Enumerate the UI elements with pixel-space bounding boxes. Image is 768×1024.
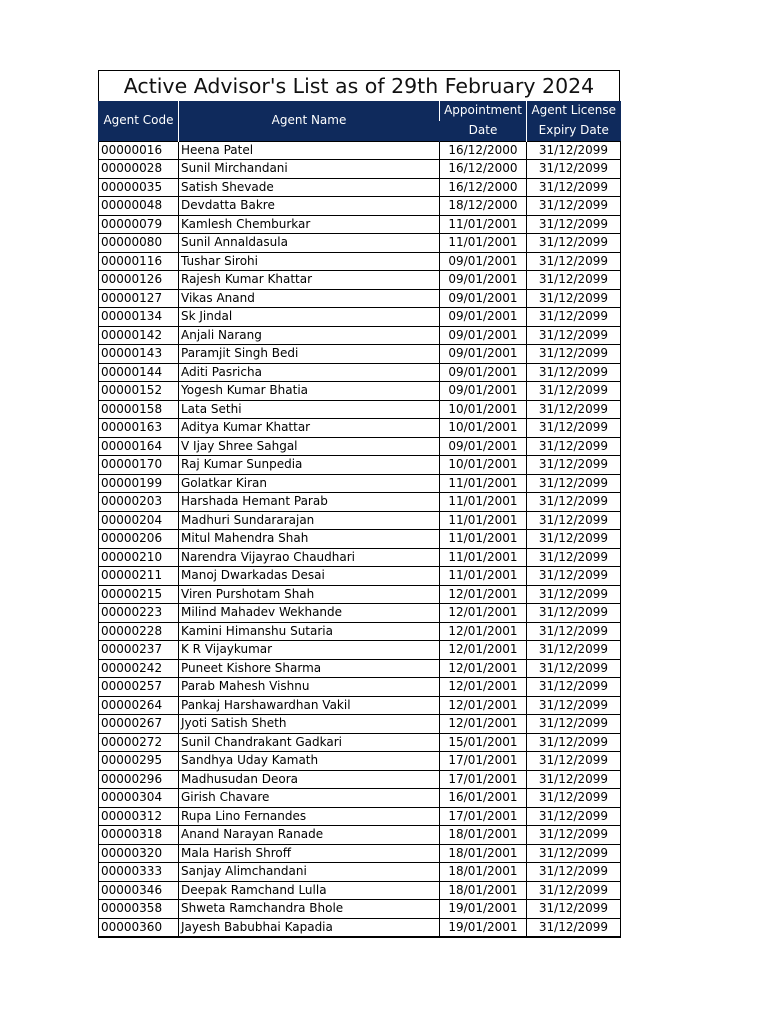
appointment-date-cell: 16/12/2000 [440,160,527,179]
agent-code-cell: 00000360 [99,918,179,937]
table-row [99,789,621,808]
appointment-date-cell: 12/01/2001 [440,715,527,734]
agent-name-cell: Yogesh Kumar Bhatia [179,382,440,401]
table-row [99,419,621,438]
agent-code-cell: 00000312 [99,807,179,826]
agent-code-cell: 00000134 [99,308,179,327]
agent-name-cell: Sandhya Uday Kamath [179,752,440,771]
agent-name-cell: Milind Mahadev Wekhande [179,604,440,623]
agent-name-cell: Sunil Chandrakant Gadkari [179,733,440,752]
table-row [99,400,621,419]
license-expiry-cell: 31/12/2099 [527,622,621,641]
license-expiry-cell: 31/12/2099 [527,585,621,604]
appointment-date-cell: 10/01/2001 [440,419,527,438]
agent-code-cell: 00000028 [99,160,179,179]
agent-code-cell: 00000163 [99,419,179,438]
license-expiry-cell: 31/12/2099 [527,881,621,900]
agent-name-cell: Sunil Mirchandani [179,160,440,179]
table-row [99,289,621,308]
agent-name-cell: Sanjay Alimchandani [179,863,440,882]
advisor-list-sheet [98,70,620,938]
license-expiry-cell: 31/12/2099 [527,419,621,438]
table-row [99,326,621,345]
agent-code-cell: 00000127 [99,289,179,308]
table-row [99,456,621,475]
table-row [99,807,621,826]
license-expiry-cell: 31/12/2099 [527,826,621,845]
header-appointment-line2: Date [440,121,527,141]
table-row [99,215,621,234]
table-row [99,234,621,253]
table-row [99,474,621,493]
agent-code-cell: 00000206 [99,530,179,549]
agent-name-cell: Narendra Vijayrao Chaudhari [179,548,440,567]
agent-name-cell: Sunil Annaldasula [179,234,440,253]
agent-name-cell: Kamlesh Chemburkar [179,215,440,234]
appointment-date-cell: 11/01/2001 [440,548,527,567]
agent-name-cell: Aditi Pasricha [179,363,440,382]
agent-name-cell: Anand Narayan Ranade [179,826,440,845]
agent-name-cell: Paramjit Singh Bedi [179,345,440,364]
header-appointment-line1: Appointment [440,101,527,121]
license-expiry-cell: 31/12/2099 [527,678,621,697]
appointment-date-cell: 11/01/2001 [440,234,527,253]
table-row [99,770,621,789]
table-row [99,678,621,697]
agent-name-cell: Tushar Sirohi [179,252,440,271]
license-expiry-cell: 31/12/2099 [527,770,621,789]
license-expiry-cell: 31/12/2099 [527,141,621,160]
table-row [99,881,621,900]
table-row [99,844,621,863]
agent-code-cell: 00000152 [99,382,179,401]
appointment-date-cell: 17/01/2001 [440,807,527,826]
table-row [99,585,621,604]
appointment-date-cell: 09/01/2001 [440,437,527,456]
appointment-date-cell: 18/01/2001 [440,844,527,863]
license-expiry-cell: 31/12/2099 [527,215,621,234]
agent-name-cell: Aditya Kumar Khattar [179,419,440,438]
license-expiry-cell: 31/12/2099 [527,789,621,808]
table-row [99,863,621,882]
table-row [99,437,621,456]
agent-name-cell: Shweta Ramchandra Bhole [179,900,440,919]
license-expiry-cell: 31/12/2099 [527,437,621,456]
agent-name-cell: Rajesh Kumar Khattar [179,271,440,290]
table-row [99,918,621,937]
appointment-date-cell: 10/01/2001 [440,456,527,475]
table-row [99,659,621,678]
appointment-date-cell: 11/01/2001 [440,474,527,493]
appointment-date-cell: 09/01/2001 [440,252,527,271]
agent-name-cell: Kamini Himanshu Sutaria [179,622,440,641]
appointment-date-cell: 11/01/2001 [440,530,527,549]
header-license-line2: Expiry Date [527,121,621,141]
table-row [99,252,621,271]
appointment-date-cell: 18/01/2001 [440,826,527,845]
table-row [99,197,621,216]
license-expiry-cell: 31/12/2099 [527,456,621,475]
license-expiry-cell: 31/12/2099 [527,160,621,179]
agent-code-cell: 00000358 [99,900,179,919]
agent-code-cell: 00000333 [99,863,179,882]
appointment-date-cell: 18/12/2000 [440,197,527,216]
table-row [99,530,621,549]
table-row [99,345,621,364]
agent-code-cell: 00000215 [99,585,179,604]
appointment-date-cell: 17/01/2001 [440,770,527,789]
table-row [99,493,621,512]
table-row [99,604,621,623]
license-expiry-cell: 31/12/2099 [527,659,621,678]
advisor-table [98,101,621,938]
agent-code-cell: 00000295 [99,752,179,771]
license-expiry-cell: 31/12/2099 [527,345,621,364]
license-expiry-cell: 31/12/2099 [527,252,621,271]
agent-name-cell: Deepak Ramchand Lulla [179,881,440,900]
agent-code-cell: 00000304 [99,789,179,808]
page-title: Active Advisor's List as of 29th February 2024 [98,70,620,101]
agent-code-cell: 00000203 [99,493,179,512]
table-row [99,900,621,919]
agent-name-cell: K R Vijaykumar [179,641,440,660]
license-expiry-cell: 31/12/2099 [527,474,621,493]
agent-name-cell: Anjali Narang [179,326,440,345]
appointment-date-cell: 12/01/2001 [440,696,527,715]
license-expiry-cell: 31/12/2099 [527,918,621,937]
agent-code-cell: 00000164 [99,437,179,456]
agent-name-cell: Raj Kumar Sunpedia [179,456,440,475]
agent-name-cell: Lata Sethi [179,400,440,419]
table-row [99,160,621,179]
agent-name-cell: Madhusudan Deora [179,770,440,789]
license-expiry-cell: 31/12/2099 [527,178,621,197]
appointment-date-cell: 09/01/2001 [440,345,527,364]
agent-code-cell: 00000267 [99,715,179,734]
table-row [99,696,621,715]
agent-name-cell: Manoj Dwarkadas Desai [179,567,440,586]
agent-name-cell: Madhuri Sundararajan [179,511,440,530]
license-expiry-cell: 31/12/2099 [527,844,621,863]
agent-code-cell: 00000228 [99,622,179,641]
agent-code-cell: 00000346 [99,881,179,900]
table-row [99,715,621,734]
license-expiry-cell: 31/12/2099 [527,289,621,308]
agent-name-cell: Parab Mahesh Vishnu [179,678,440,697]
table-row [99,308,621,327]
table-row [99,511,621,530]
agent-name-cell: Mala Harish Shroff [179,844,440,863]
license-expiry-cell: 31/12/2099 [527,863,621,882]
agent-code-cell: 00000237 [99,641,179,660]
agent-name-cell: Golatkar Kiran [179,474,440,493]
agent-code-cell: 00000116 [99,252,179,271]
agent-name-cell: Heena Patel [179,141,440,160]
table-row [99,178,621,197]
agent-name-cell: Harshada Hemant Parab [179,493,440,512]
appointment-date-cell: 09/01/2001 [440,289,527,308]
table-header [99,101,621,141]
license-expiry-cell: 31/12/2099 [527,900,621,919]
license-expiry-cell: 31/12/2099 [527,382,621,401]
agent-code-cell: 00000079 [99,215,179,234]
agent-name-cell: Jyoti Satish Sheth [179,715,440,734]
license-expiry-cell: 31/12/2099 [527,326,621,345]
appointment-date-cell: 11/01/2001 [440,511,527,530]
appointment-date-cell: 16/12/2000 [440,178,527,197]
agent-code-cell: 00000211 [99,567,179,586]
license-expiry-cell: 31/12/2099 [527,733,621,752]
table-row [99,826,621,845]
table-row [99,567,621,586]
header-agent-code: Agent Code [99,101,179,141]
table-row [99,733,621,752]
agent-code-cell: 00000257 [99,678,179,697]
license-expiry-cell: 31/12/2099 [527,604,621,623]
agent-code-cell: 00000318 [99,826,179,845]
agent-code-cell: 00000199 [99,474,179,493]
table-row [99,548,621,567]
appointment-date-cell: 12/01/2001 [440,585,527,604]
agent-name-cell: Devdatta Bakre [179,197,440,216]
appointment-date-cell: 15/01/2001 [440,733,527,752]
license-expiry-cell: 31/12/2099 [527,696,621,715]
appointment-date-cell: 09/01/2001 [440,382,527,401]
appointment-date-cell: 11/01/2001 [440,493,527,512]
license-expiry-cell: 31/12/2099 [527,715,621,734]
appointment-date-cell: 09/01/2001 [440,363,527,382]
appointment-date-cell: 12/01/2001 [440,659,527,678]
appointment-date-cell: 19/01/2001 [440,918,527,937]
license-expiry-cell: 31/12/2099 [527,548,621,567]
agent-code-cell: 00000170 [99,456,179,475]
agent-code-cell: 00000242 [99,659,179,678]
agent-code-cell: 00000126 [99,271,179,290]
license-expiry-cell: 31/12/2099 [527,493,621,512]
agent-name-cell: Rupa Lino Fernandes [179,807,440,826]
appointment-date-cell: 09/01/2001 [440,271,527,290]
table-row [99,382,621,401]
appointment-date-cell: 11/01/2001 [440,567,527,586]
appointment-date-cell: 12/01/2001 [440,604,527,623]
appointment-date-cell: 09/01/2001 [440,326,527,345]
appointment-date-cell: 19/01/2001 [440,900,527,919]
agent-code-cell: 00000320 [99,844,179,863]
header-agent-name: Agent Name [179,101,440,141]
agent-name-cell: Girish Chavare [179,789,440,808]
agent-code-cell: 00000223 [99,604,179,623]
table-row [99,622,621,641]
appointment-date-cell: 12/01/2001 [440,641,527,660]
license-expiry-cell: 31/12/2099 [527,363,621,382]
license-expiry-cell: 31/12/2099 [527,752,621,771]
table-row [99,271,621,290]
agent-code-cell: 00000210 [99,548,179,567]
license-expiry-cell: 31/12/2099 [527,400,621,419]
agent-name-cell: V Ijay Shree Sahgal [179,437,440,456]
agent-name-cell: Sk Jindal [179,308,440,327]
license-expiry-cell: 31/12/2099 [527,807,621,826]
license-expiry-cell: 31/12/2099 [527,511,621,530]
appointment-date-cell: 18/01/2001 [440,881,527,900]
agent-code-cell: 00000035 [99,178,179,197]
agent-code-cell: 00000158 [99,400,179,419]
agent-name-cell: Jayesh Babubhai Kapadia [179,918,440,937]
agent-code-cell: 00000144 [99,363,179,382]
appointment-date-cell: 17/01/2001 [440,752,527,771]
agent-code-cell: 00000016 [99,141,179,160]
agent-name-cell: Mitul Mahendra Shah [179,530,440,549]
agent-name-cell: Viren Purshotam Shah [179,585,440,604]
appointment-date-cell: 10/01/2001 [440,400,527,419]
table-row [99,752,621,771]
license-expiry-cell: 31/12/2099 [527,271,621,290]
appointment-date-cell: 16/12/2000 [440,141,527,160]
agent-name-cell: Satish Shevade [179,178,440,197]
appointment-date-cell: 16/01/2001 [440,789,527,808]
agent-name-cell: Vikas Anand [179,289,440,308]
appointment-date-cell: 18/01/2001 [440,863,527,882]
table-body [99,141,621,937]
agent-code-cell: 00000142 [99,326,179,345]
agent-code-cell: 00000048 [99,197,179,216]
agent-code-cell: 00000296 [99,770,179,789]
table-row [99,641,621,660]
agent-code-cell: 00000264 [99,696,179,715]
agent-name-cell: Pankaj Harshawardhan Vakil [179,696,440,715]
license-expiry-cell: 31/12/2099 [527,641,621,660]
license-expiry-cell: 31/12/2099 [527,567,621,586]
license-expiry-cell: 31/12/2099 [527,530,621,549]
table-row [99,363,621,382]
agent-code-cell: 00000143 [99,345,179,364]
appointment-date-cell: 11/01/2001 [440,215,527,234]
agent-code-cell: 00000272 [99,733,179,752]
appointment-date-cell: 09/01/2001 [440,308,527,327]
appointment-date-cell: 12/01/2001 [440,678,527,697]
table-row [99,141,621,160]
agent-code-cell: 00000080 [99,234,179,253]
header-license-line1: Agent License [527,101,621,121]
agent-code-cell: 00000204 [99,511,179,530]
appointment-date-cell: 12/01/2001 [440,622,527,641]
agent-name-cell: Puneet Kishore Sharma [179,659,440,678]
license-expiry-cell: 31/12/2099 [527,197,621,216]
license-expiry-cell: 31/12/2099 [527,308,621,327]
license-expiry-cell: 31/12/2099 [527,234,621,253]
